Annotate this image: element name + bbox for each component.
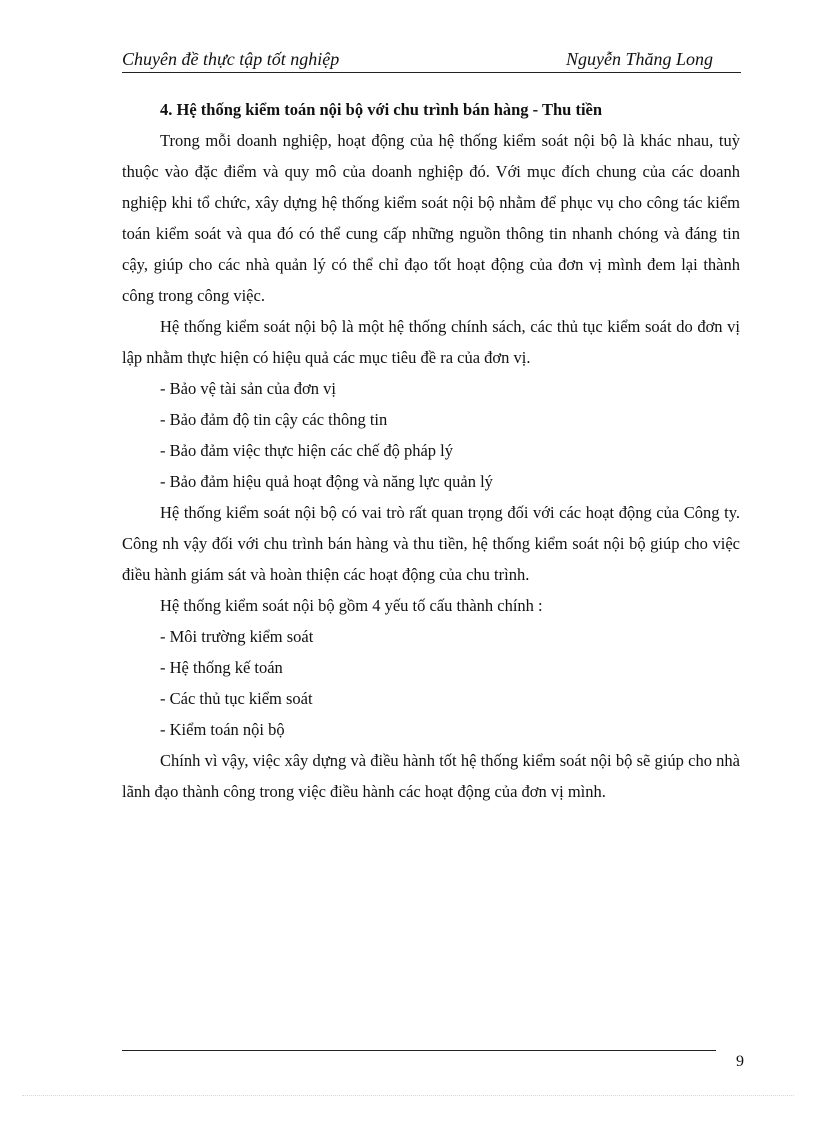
section-heading: 4. Hệ thống kiểm toán nội bộ với chu trình bán hàng - Thu tiền [160,100,603,119]
page-header [122,48,741,73]
paragraph-intro: Trong mỗi doanh nghiệp, hoạt động của hệ thống kiểm soát nội bộ là khác nhau, tuỳ thuộc vào đặc điểm và quy mô của doanh nghiệp đó. Với mục đích chung của các doanh nghiệp khi tổ chức, xây dựng hệ thống kiểm soát nội bộ nhằm để phục vụ cho công tác kiểm toán kiểm soát và qua đó có thể cung cấp những nguồn thông tin nhanh chóng và đáng tin cậy, giúp cho các nhà quản lý có thể chỉ đạo tốt hoạt động của đơn vị mình đem lại thành công trong công việc. [122,131,740,305]
header-author-name: Nguyễn Thăng Long [565,49,713,69]
list-item: - Kiểm toán nội bộ [160,720,285,739]
list-item: - Bảo đảm độ tin cậy các thông tin [160,410,388,429]
list-item: - Các thủ tục kiểm soát [160,689,313,708]
paragraph-definition: Hệ thống kiểm soát nội bộ là một hệ thống chính sách, các thủ tục kiểm soát do đơn vị lập nhằm thực hiện có hiệu quả các mục tiêu đề ra của đơn vị. [122,317,740,367]
page-edge-divider [22,1095,794,1096]
components-list [160,621,740,745]
page-body [122,94,740,807]
list-item: - Bảo đảm việc thực hiện các chế độ pháp lý [160,441,453,460]
objectives-list [160,373,740,497]
list-item: - Môi trường kiểm soát [160,627,314,646]
list-item: - Hệ thống kế toán [160,658,283,677]
list-item: - Bảo vệ tài sản của đơn vị [160,379,336,398]
header-document-title: Chuyên đề thực tập tốt nghiệp [122,49,340,69]
paragraph-components-intro: Hệ thống kiểm soát nội bộ gồm 4 yếu tố cấu thành chính : [160,596,543,615]
page-number: 9 [736,1053,744,1070]
list-item: - Bảo đảm hiệu quả hoạt động và năng lực quản lý [160,472,493,491]
footer-divider [122,1050,716,1051]
paragraph-role: Hệ thống kiểm soát nội bộ có vai trò rất quan trọng đối với các hoạt động của Công ty. Công nh vậy đối với chu trình bán hàng và thu tiền, hệ thống kiểm soát nội bộ giúp cho việc điều hành giám sát và hoàn thiện các hoạt động của chu trình. [122,503,740,584]
paragraph-conclusion: Chính vì vậy, việc xây dựng và điều hành tốt hệ thống kiểm soát nội bộ sẽ giúp cho nhà lãnh đạo thành công trong việc điều hành các hoạt động của đơn vị mình. [122,751,740,801]
